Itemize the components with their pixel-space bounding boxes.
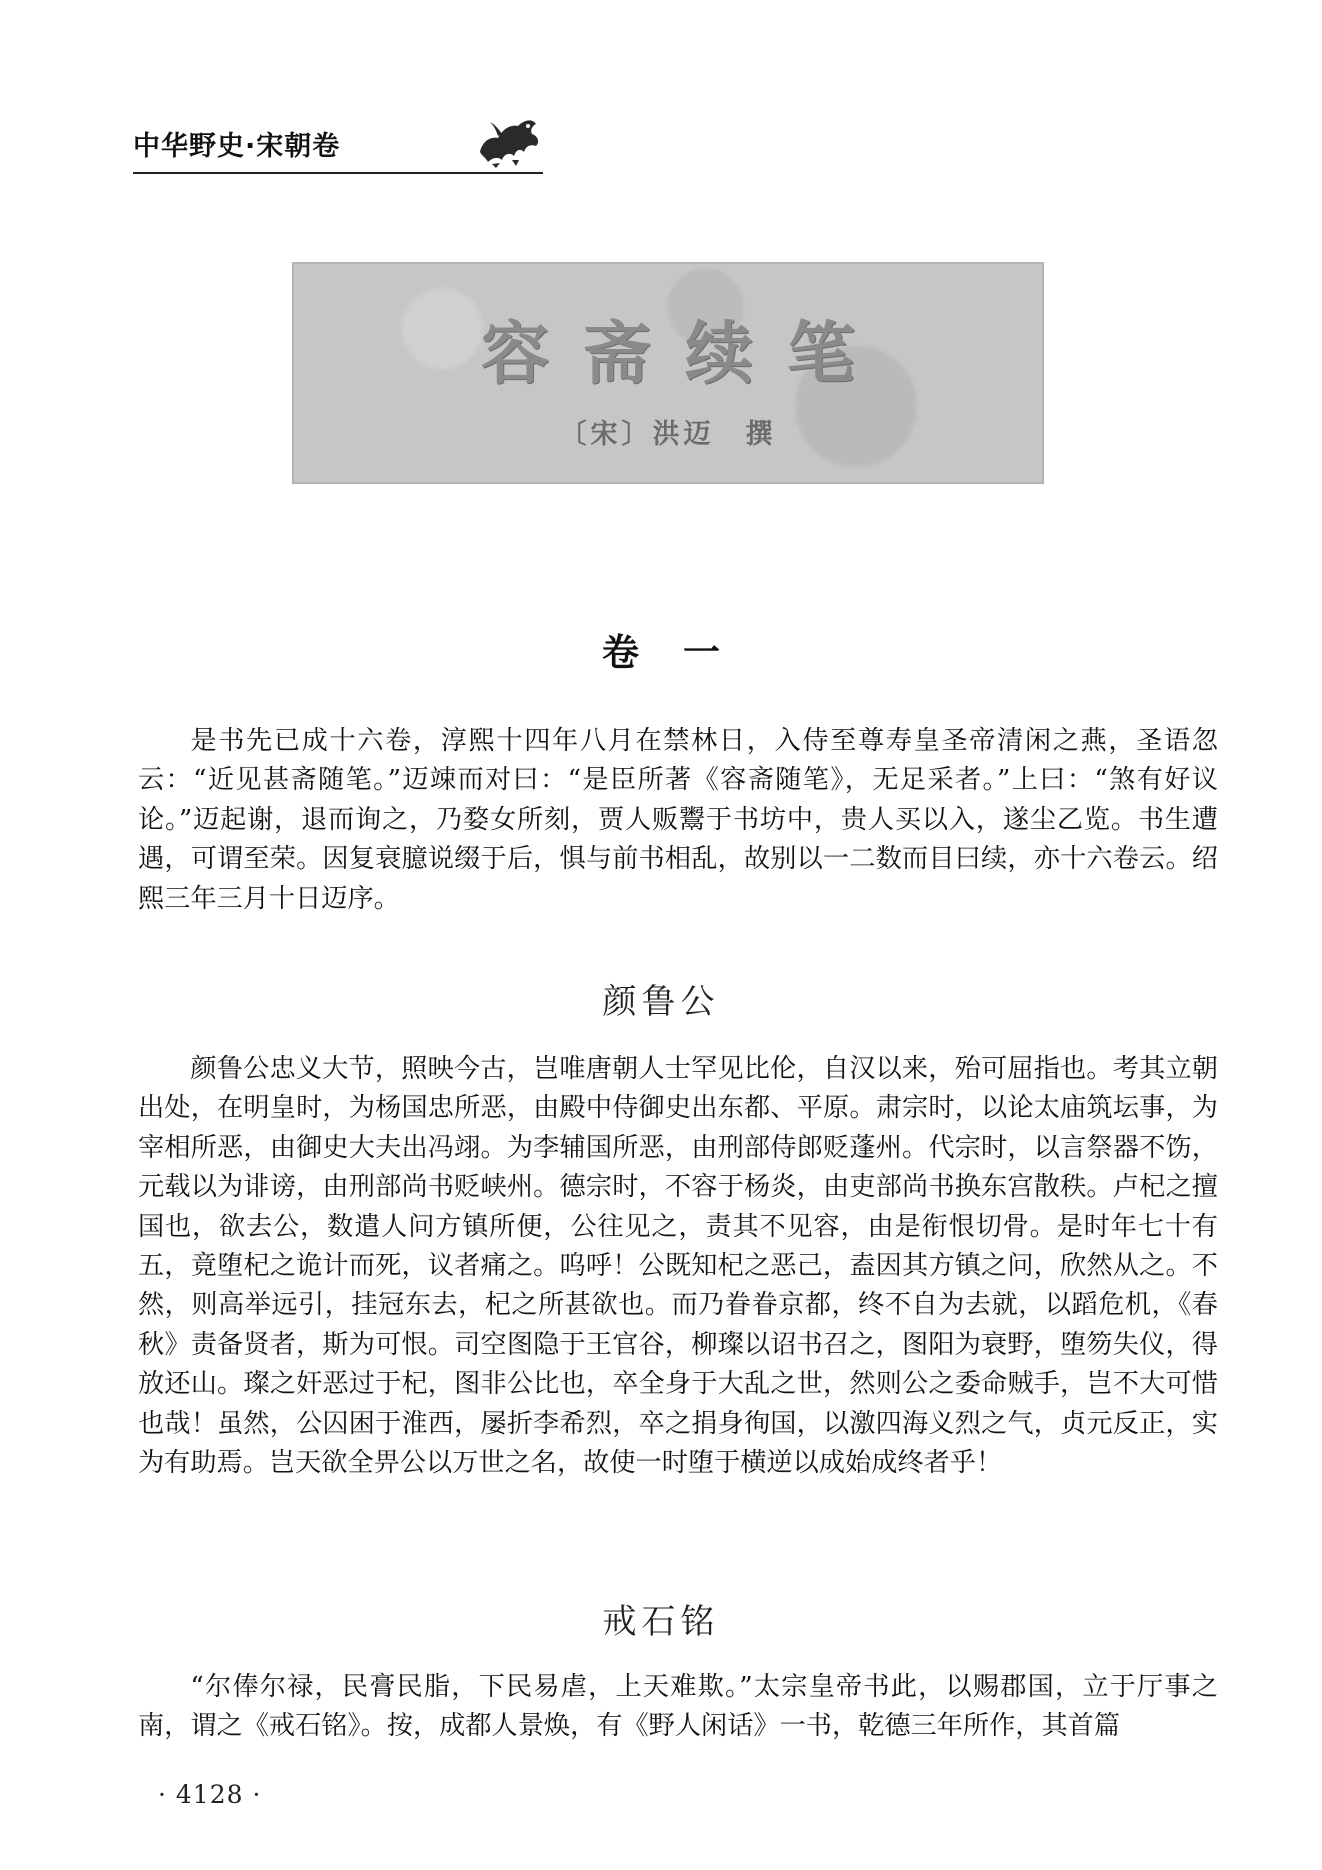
section-paragraph-yan-lu-gong: 颜鲁公忠义大节，照映今古，岂唯唐朝人士罕见比伦，自汉以来，殆可屈指也。考其立朝出处，在明皇时，为杨国忠所恶，由殿中侍御史出东都、平原。肃宗时，以论太庙筑坛事，为宰相所恶，由御史大夫出冯翊。为李辅国所恶，由刑部侍郎贬蓬州。代宗时，以言祭器不饬，元载以为诽谤，由刑部尚书贬峡州。德宗时，不容于杨炎，由吏部尚书换东宫散秩。卢杞之擅国也，欲去公，数遣人问方镇所便，公往见之，责其不见容，由是衔恨切骨。是时年七十有五，竟堕杞之诡计而死，议者痛之。呜呼！公既知杞之恶己，盍因其方镇之问，欣然从之。不然，则高举远引，挂冠东去，杞之所甚欲也。而乃眷眷京都，终不自为去就，以蹈危机，《春秋》责备贤者，斯为可恨。司空图隐于王官谷，柳璨以诏书召之，图阳为衰野，堕笏失仪，得放还山。璨之奸恶过于杞，图非公比也，卒全身于大乱之世，然则公之委命贼手，岂不大可惜也哉！虽然，公囚困于淮西，屡折李希烈，卒之捐身徇国，以激四海义烈之气，贞元反正，实为有助焉。岂天欲全畀公以万世之名，故使一时堕于横逆以成始成终者乎！ (138, 1054, 1218, 1479)
section-heading-jie-shi-ming: 戒石铭 (602, 1602, 720, 1642)
book-title: 容斋续笔 (480, 314, 889, 394)
series-title: 中华野史·宋朝卷 (133, 131, 341, 162)
chapter-title: 卷一 (602, 631, 764, 674)
author-line: 〔宋〕洪迈 撰 (559, 419, 777, 450)
preface-paragraph: 是书先已成十六卷，淳熙十四年八月在禁林日，入侍至尊寿皇圣帝清闲之燕，圣语忽云：“近见甚斋随笔。”迈竦而对曰：“是臣所著《容斋随笔》，无足采者。”上曰：“煞有好议论。”迈起谢，退而询之，乃婺女所刻，贾人贩鬻于书坊中，贵人买以入，遂尘乙览。书生遭遇，可谓至荣。因复衰臆说缀于后，惧与前书相乱，故别以一二数而目曰续，亦十六卷云。绍熙三年三月十日迈序。 (138, 726, 1218, 914)
header-rule (133, 172, 543, 174)
dragon-emblem-icon (472, 108, 544, 170)
title-banner (292, 262, 1044, 484)
page-number: · 4128 · (158, 1780, 262, 1809)
section-paragraph-jie-shi-ming: “尔俸尔禄，民膏民脂，下民易虐，上天难欺。”太宗皇帝书此，以赐郡国，立于厅事之南，谓之《戒石铭》。按，成都人景焕，有《野人闲话》一书，乾德三年所作，其首篇 (138, 1672, 1218, 1742)
section-heading-yan-lu-gong: 颜鲁公 (602, 982, 720, 1022)
